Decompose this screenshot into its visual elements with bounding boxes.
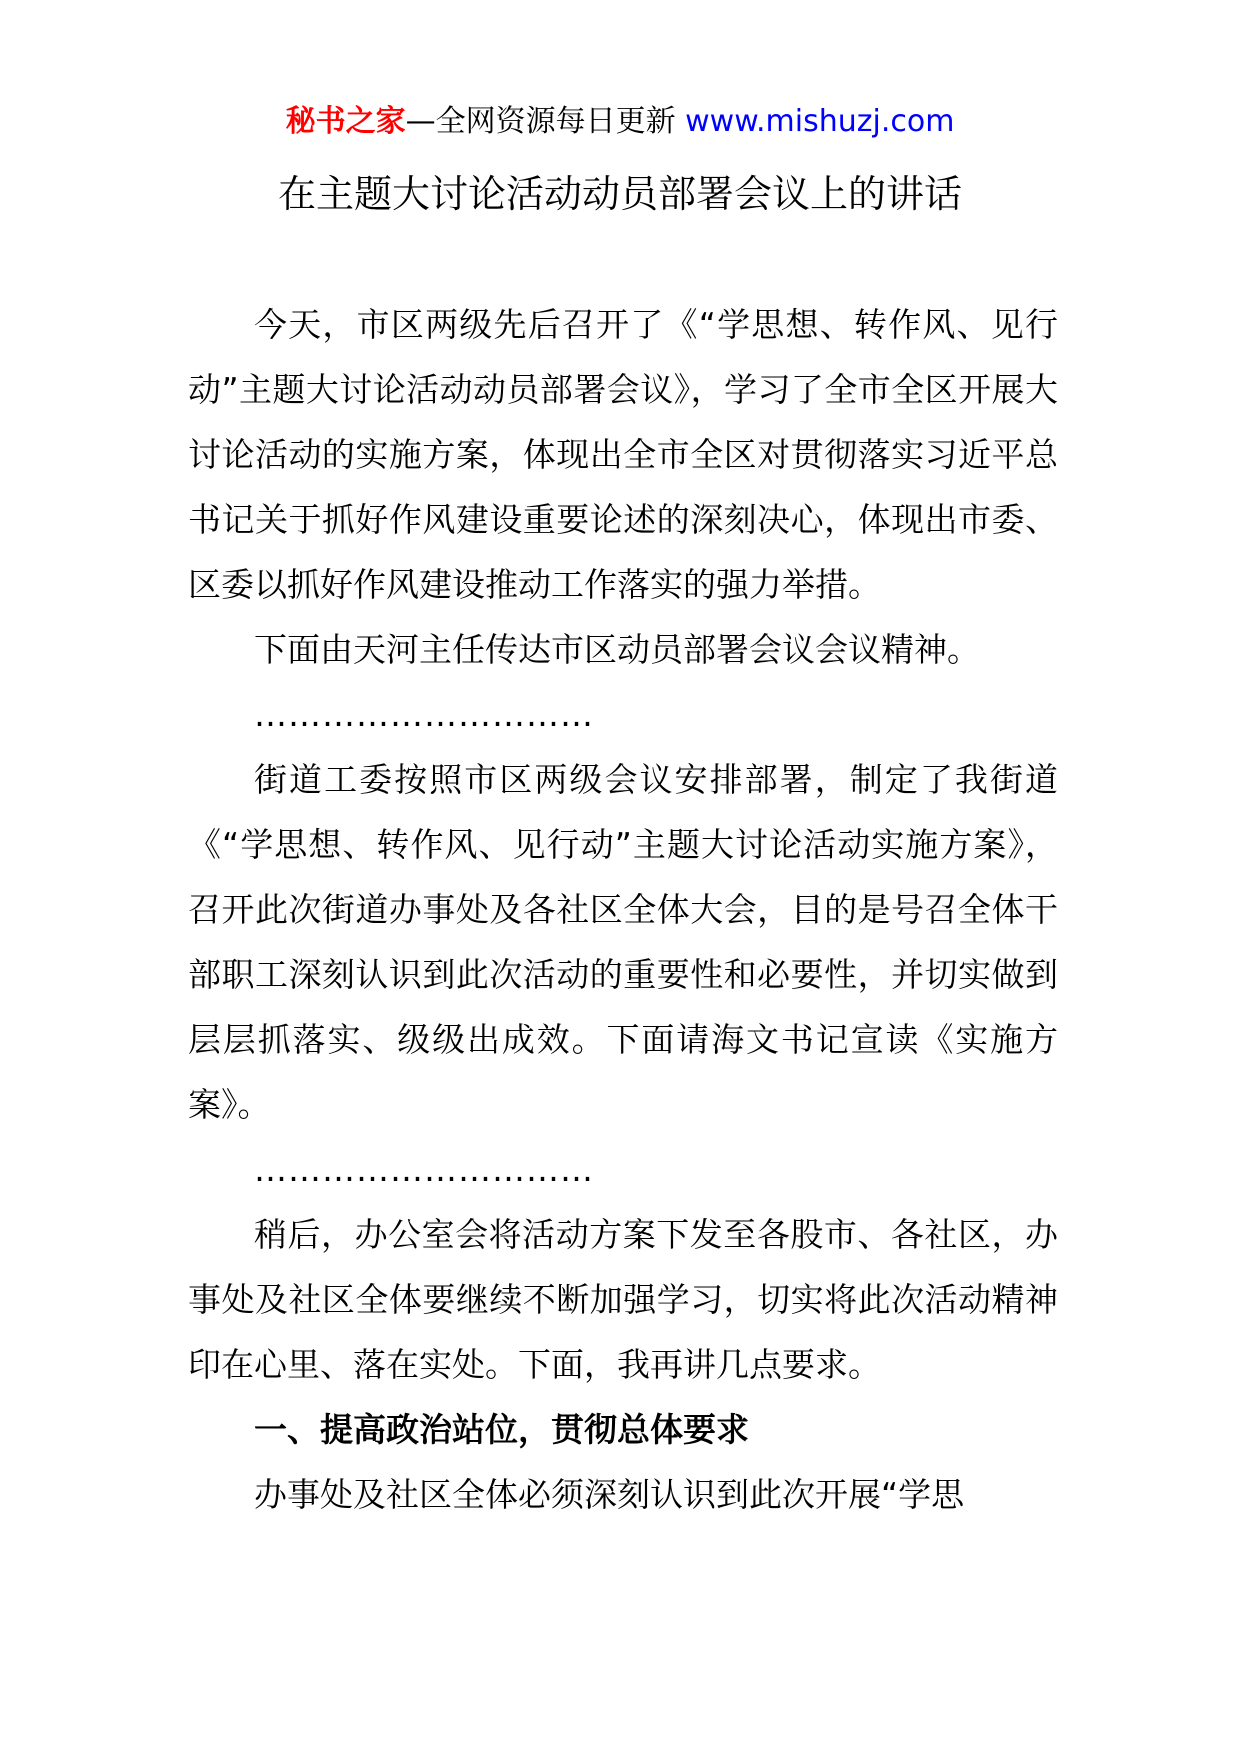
ellipsis-separator: …………………………: [254, 1150, 594, 1189]
header-url-link[interactable]: www.mishuzj.com: [685, 104, 955, 139]
ellipsis-separator: …………………………: [254, 695, 594, 734]
paragraph-intro: 今天，市区两级先后召开了《“学思想、转作风、见行动”主题大讨论活动动员部署会议》，学习了全市全区开展大讨论活动的实施方案，体现出全市全区对贯彻落实习近平总书记关于抓好作风建设重要论述的深刻决心，体现出市委、区委以抓好作风建设推动工作落实的强力举措。: [188, 305, 1058, 604]
section-heading-1: 一、提高政治站位，贯彻总体要求: [254, 1410, 749, 1449]
paragraph-followup: 稍后，办公室会将活动方案下发至各股市、各社区，办事处及社区全体要继续不断加强学习，切实将此次活动精神印在心里、落在实处。下面，我再讲几点要求。: [188, 1215, 1058, 1384]
paragraph-section-1: 办事处及社区全体必须深刻认识到此次开展“学思: [254, 1475, 965, 1514]
paragraph-plan: 街道工委按照市区两级会议安排部署，制定了我街道《“学思想、转作风、见行动”主题大讨论活动实施方案》，召开此次街道办事处及各社区全体大会，目的是号召全体干部职工深刻认识到此次活动的重要性和必要性，并切实做到层层抓落实、级级出成效。下面请海文书记宣读《实施方案》。: [188, 760, 1058, 1124]
brand-name: 秘书之家: [285, 104, 406, 139]
header-slogan: —全网资源每日更新: [405, 104, 676, 139]
document-body: [188, 292, 1058, 1527]
paragraph-relay: 下面由天河主任传达市区动员部署会议会议精神。: [254, 630, 980, 669]
watermark-header: [0, 100, 1240, 144]
document-title: 在主题大讨论活动动员部署会议上的讲话: [277, 172, 962, 216]
